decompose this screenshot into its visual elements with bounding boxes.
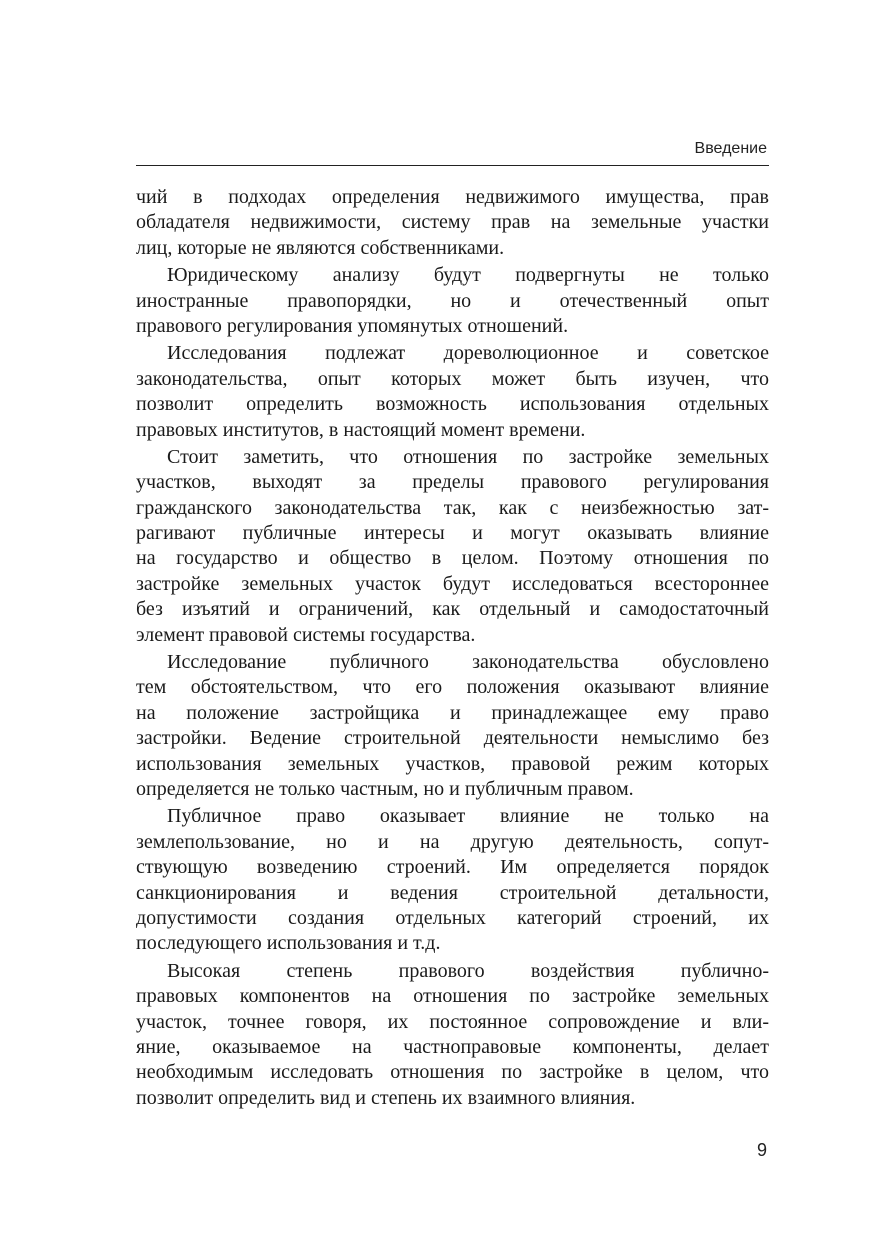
text-line: обладателя недвижимости, систему прав на земельные участки bbox=[136, 211, 769, 234]
text-line: Исследование публичного законодательства обусловлено bbox=[167, 651, 769, 674]
text-line: застройке земельных участок будут исследоваться всестороннее bbox=[136, 572, 769, 595]
text-line: на положение застройщика и принадлежащее ему право bbox=[136, 701, 769, 724]
paragraph bbox=[136, 263, 769, 339]
text-line: яние, оказываемое на частноправовые компоненты, делает bbox=[136, 1035, 769, 1058]
paragraph bbox=[136, 804, 769, 956]
text-line: Публичное право оказывает влияние не только на bbox=[167, 805, 769, 828]
text-line: иностранные правопорядки, но и отечественный опыт bbox=[136, 289, 769, 312]
paragraph bbox=[136, 959, 769, 1111]
text-line: позволит определить вид и степень их взаимного влияния. bbox=[136, 1086, 636, 1109]
section-title: Введение bbox=[694, 140, 767, 157]
text-line: использования земельных участков, правовой режим которых bbox=[136, 752, 769, 775]
text-line: на государство и общество в целом. Поэтому отношения по bbox=[136, 547, 769, 570]
text-line: последующего использования и т.д. bbox=[136, 932, 441, 955]
text-line: землепользование, но и на другую деятельность, сопут- bbox=[136, 830, 769, 853]
text-line: Высокая степень правового воздействия публично- bbox=[167, 959, 769, 982]
text-line: законодательства, опыт которых может быть изучен, что bbox=[136, 367, 769, 390]
body-text bbox=[136, 185, 769, 1113]
text-line: Исследования подлежат дореволюционное и советское bbox=[167, 342, 769, 365]
text-line: правового регулирования упомянутых отношений. bbox=[136, 314, 569, 337]
page-number: 9 bbox=[756, 1140, 767, 1160]
text-line: допустимости создания отдельных категорий строений, их bbox=[136, 906, 769, 929]
text-line: санкционирования и ведения строительной детальности, bbox=[136, 881, 769, 904]
paragraph bbox=[136, 445, 769, 648]
text-line: ствующую возведению строений. Им определяется порядок bbox=[136, 856, 769, 879]
text-line: элемент правовой системы государства. bbox=[136, 623, 476, 646]
text-line: Юридическому анализу будут подвергнуты не только bbox=[167, 264, 769, 287]
text-line: определяется не только частным, но и публичным правом. bbox=[136, 777, 634, 800]
text-line: правовых институтов, в настоящий момент времени. bbox=[136, 418, 586, 441]
text-line: правовых компонентов на отношения по застройке земельных bbox=[136, 985, 769, 1008]
text-line: тем обстоятельством, что его положения оказывают влияние bbox=[136, 676, 769, 699]
paragraph bbox=[136, 185, 769, 261]
text-line: Стоит заметить, что отношения по застройке земельных bbox=[167, 445, 769, 468]
text-line: участок, точнее говоря, их постоянное сопровождение и вли- bbox=[136, 1010, 769, 1033]
paragraph bbox=[136, 650, 769, 802]
text-line: лиц, которые не являются собственниками. bbox=[136, 236, 505, 259]
text-line: гражданского законодательства так, как с неизбежностью зат- bbox=[136, 496, 769, 519]
text-line: необходимым исследовать отношения по застройке в целом, что bbox=[136, 1061, 769, 1084]
text-line: рагивают публичные интересы и могут оказывать влияние bbox=[136, 522, 769, 545]
text-line: застройки. Ведение строительной деятельности немыслимо без bbox=[136, 727, 769, 750]
text-line: без изъятий и ограничений, как отдельный и самодостаточный bbox=[136, 598, 769, 621]
paragraph bbox=[136, 341, 769, 443]
text-line: чий в подходах определения недвижимого имущества, прав bbox=[136, 186, 769, 208]
text-line: позволит определить возможность использования отдельных bbox=[136, 393, 769, 416]
running-header bbox=[136, 139, 769, 166]
text-line: участков, выходят за пределы правового регулирования bbox=[136, 471, 769, 494]
